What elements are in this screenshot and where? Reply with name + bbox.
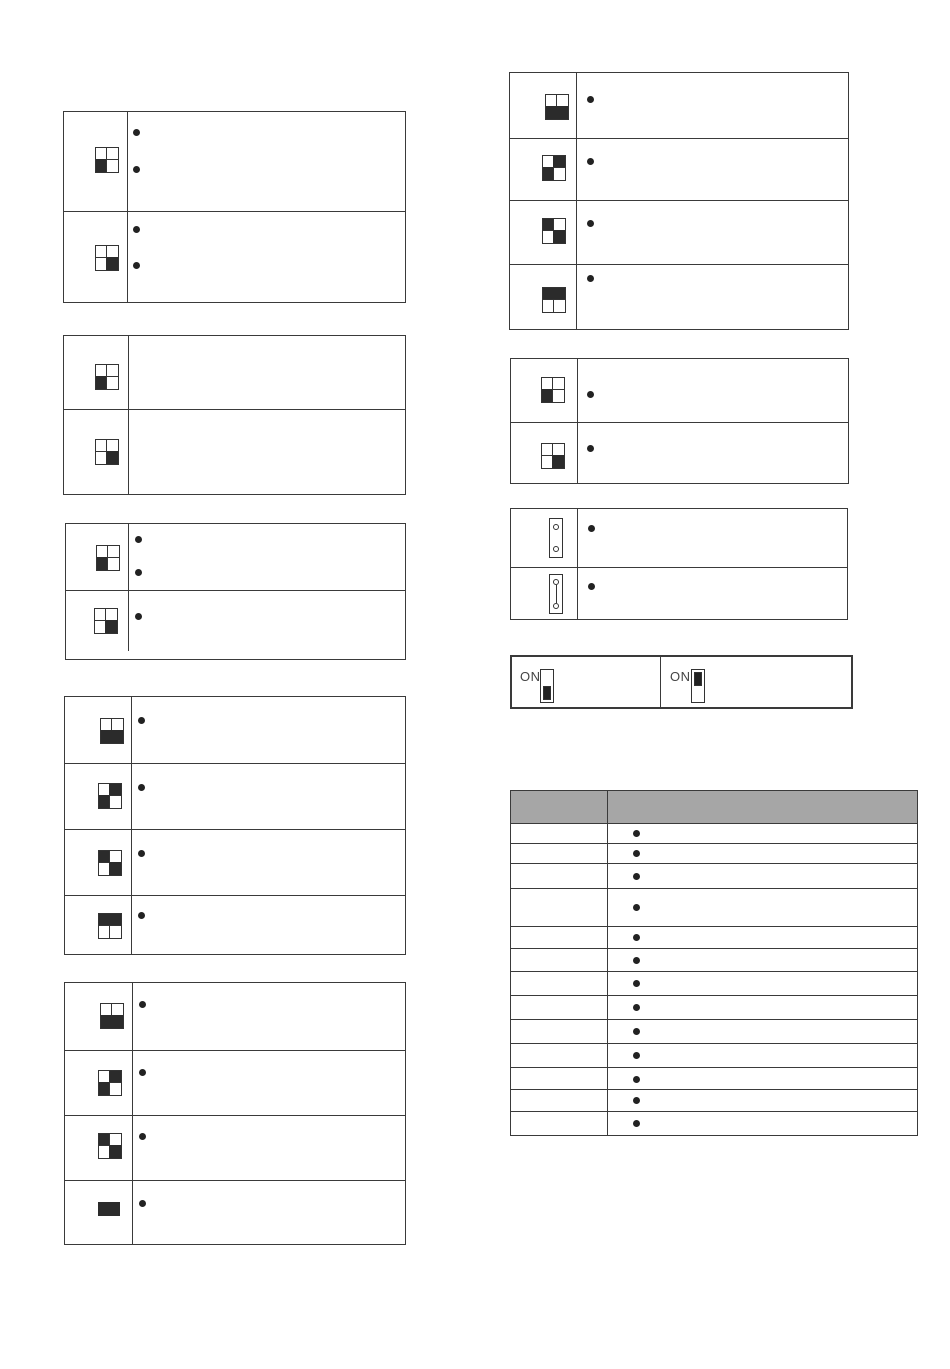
bullet-icon: [633, 830, 640, 837]
table-row: [64, 112, 405, 211]
switch-table-3: [65, 523, 406, 660]
table-row: [64, 211, 405, 304]
table-row: [65, 1180, 405, 1246]
switch-pattern-icon: [95, 147, 119, 173]
bullet-icon: [588, 583, 595, 590]
bullet-icon: [633, 1097, 640, 1104]
on-label: ON: [670, 669, 691, 684]
table-row: [511, 509, 847, 567]
switch-table-1: [63, 111, 406, 303]
table-row: [511, 1112, 917, 1135]
switch-pattern-icon: [542, 218, 566, 244]
switch-pattern-icon: [541, 443, 565, 469]
bullet-icon: [133, 262, 140, 269]
switch-table-7: [510, 358, 849, 484]
bullet-icon: [133, 166, 140, 173]
table-row: [511, 927, 917, 949]
bullet-icon: [139, 1069, 146, 1076]
on-label: ON: [520, 669, 541, 684]
switch-pattern-icon: [98, 1133, 122, 1159]
bullet-icon: [633, 1052, 640, 1059]
jumper-table: [510, 508, 848, 620]
bullet-icon: [133, 129, 140, 136]
table-row: [65, 697, 405, 763]
bullet-icon: [633, 980, 640, 987]
switch-pattern-icon: [95, 439, 119, 465]
switch-pattern-icon: [100, 718, 124, 744]
table-row: [510, 264, 848, 331]
table-row: [510, 138, 848, 200]
bullet-icon: [139, 1200, 146, 1207]
bullet-icon: [633, 904, 640, 911]
jumper-open-icon: [549, 518, 563, 558]
table-row: [64, 336, 405, 409]
spec-table: [510, 790, 918, 1136]
switch-pattern-icon: [541, 377, 565, 403]
bullet-icon: [633, 1004, 640, 1011]
bullet-icon: [138, 850, 145, 857]
bullet-icon: [135, 569, 142, 576]
dip-switch-icon: [540, 669, 554, 703]
table-row: [65, 983, 405, 1050]
bullet-icon: [133, 226, 140, 233]
table-row: [65, 895, 405, 956]
bullet-icon: [139, 1133, 146, 1140]
bullet-icon: [587, 220, 594, 227]
table-row: [511, 972, 917, 996]
bullet-icon: [135, 536, 142, 543]
table-row: [511, 422, 848, 485]
table-row: [511, 996, 917, 1020]
switch-table-6: [509, 72, 849, 330]
table-row: [511, 949, 917, 972]
switch-table-4: [64, 696, 406, 955]
switch-pattern-icon: [542, 155, 566, 181]
table-header: [511, 791, 917, 824]
bullet-icon: [633, 850, 640, 857]
switch-pattern-icon: [98, 913, 122, 939]
bullet-icon: [633, 1120, 640, 1127]
dip-cell-1: [512, 657, 660, 707]
table-row: [511, 1044, 917, 1068]
table-row: [64, 409, 405, 496]
table-row: [510, 73, 848, 138]
table-row: [511, 1068, 917, 1090]
switch-pattern-icon: [545, 94, 569, 120]
bullet-icon: [587, 391, 594, 398]
bullet-icon: [587, 275, 594, 282]
bullet-icon: [633, 1028, 640, 1035]
table-row: [65, 829, 405, 895]
switch-pattern-icon: [95, 245, 119, 271]
table-row: [65, 1115, 405, 1180]
bullet-icon: [135, 613, 142, 620]
switch-table-5: [64, 982, 406, 1245]
table-row: [510, 200, 848, 264]
bullet-icon: [633, 1076, 640, 1083]
table-row: [65, 763, 405, 829]
table-row: [511, 1090, 917, 1112]
table-row: [511, 1020, 917, 1044]
bullet-icon: [588, 525, 595, 532]
bullet-icon: [138, 784, 145, 791]
table-row: [65, 1050, 405, 1115]
dip-switch-table: [510, 655, 853, 709]
switch-pattern-icon: [95, 364, 119, 390]
table-row: [511, 359, 848, 422]
switch-pattern-icon: [96, 545, 120, 571]
table-row: [66, 590, 405, 661]
table-row: [511, 844, 917, 864]
dip-switch-icon: [691, 669, 705, 703]
bullet-icon: [633, 957, 640, 964]
switch-bar-icon: [98, 1202, 120, 1216]
bullet-icon: [587, 445, 594, 452]
switch-pattern-icon: [100, 1003, 124, 1029]
switch-pattern-icon: [98, 783, 122, 809]
switch-pattern-icon: [542, 287, 566, 313]
table-row: [66, 524, 405, 590]
bullet-icon: [587, 96, 594, 103]
table-row: [511, 567, 847, 621]
dip-cell-2: [661, 657, 851, 707]
switch-pattern-icon: [98, 1070, 122, 1096]
switch-pattern-icon: [98, 850, 122, 876]
bullet-icon: [138, 717, 145, 724]
table-row: [511, 824, 917, 844]
bullet-icon: [138, 912, 145, 919]
bullet-icon: [587, 158, 594, 165]
bullet-icon: [633, 934, 640, 941]
table-row: [511, 889, 917, 927]
bullet-icon: [633, 873, 640, 880]
switch-pattern-icon: [94, 608, 118, 634]
jumper-closed-icon: [549, 574, 563, 614]
bullet-icon: [139, 1001, 146, 1008]
switch-table-2: [63, 335, 406, 495]
table-row: [511, 864, 917, 889]
